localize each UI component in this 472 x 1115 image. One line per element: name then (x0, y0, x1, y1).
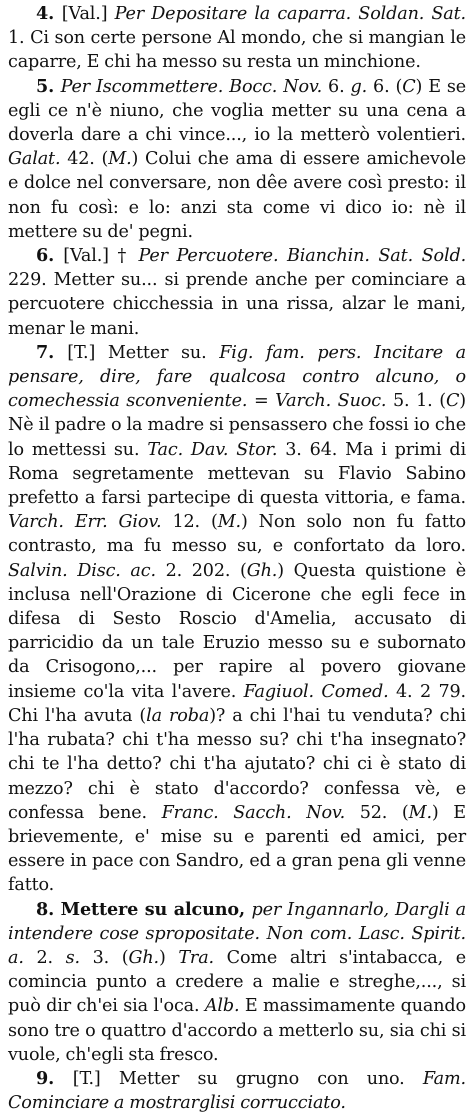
italic-text: Per Depositare la caparra. Soldan. Sat. (114, 4, 466, 24)
body-text: Come altri s'intabacca, e comincia punto a credere a malie e streghe,..., si può dir ch'ei sia l'oca. (8, 947, 466, 1017)
italic-text: Fam. Cominciare a mostrarglisi corrucciato. (8, 1068, 466, 1114)
entry-7 (8, 341, 466, 898)
italic-text: Franc. Sacch. Nov. (161, 802, 346, 823)
body-text: [Val.] (61, 4, 115, 24)
italic-text: Gh. (128, 947, 159, 968)
body-text: 3. 64. Ma i primi di Roma segretamente mettevan su Flavio Sabino prefetto a farsi partecipe di questa vittoria, e fama. (8, 439, 466, 509)
italic-text: Salvin. Disc. ac. (8, 560, 156, 581)
body-text: )? a chi l'hai tu venduta? chi l'ha rubata? chi t'ha messo su? chi t'ha insegnato? chi te l'ha detto? chi t'ha ajutato? chi ci è stato di mezzo? chi è stato d'accordo? confessa vè, e confessa bene. (8, 705, 467, 823)
body-text: ) E brievemente, e' mise su e parenti ed amici, per essere in pace con Sandro, ed a gran pena gli venne fatto. (8, 802, 466, 896)
body-text: 229. Metter su... si prende anche per cominciare a percuotere chicchessia in una rissa, alzar le mani, menar le mani. (8, 270, 466, 339)
italic-text: Varch. Err. Giov. (8, 512, 162, 533)
entry-number: 5. (36, 75, 61, 97)
entry-number: 7. (36, 341, 68, 363)
italic-text: Gh. (246, 560, 278, 581)
italic-text: g. (350, 76, 368, 97)
entry-9 (8, 1067, 466, 1115)
entry-number: 6. (36, 245, 64, 267)
body-text: 2. 202. ( (155, 560, 247, 581)
body-text: 4. 2 79. Chi l'ha avuta ( (8, 681, 466, 726)
italic-text: la roba (146, 705, 210, 726)
italic-text: C (402, 76, 416, 97)
body-text: [T.] Metter su grugno con uno. (72, 1068, 423, 1089)
body-text: 42. ( (60, 149, 109, 170)
body-text: 6. (322, 76, 351, 97)
body-text: ) (158, 947, 179, 968)
italic-text: C (445, 391, 460, 412)
italic-text: M. (408, 802, 432, 823)
italic-text: M. (217, 512, 241, 533)
body-text: 6. ( (367, 76, 403, 97)
italic-text: Tac. Dav. Stor. (147, 439, 278, 460)
entry-5 (8, 75, 466, 244)
body-text: = (247, 391, 276, 412)
italic-text: M. (108, 149, 132, 170)
italic-text: Per Iscommettere. Bocc. Nov. (60, 76, 323, 97)
body-text: [Val.] † (63, 246, 139, 267)
body-text: [T.] Metter su. (67, 342, 220, 363)
entry-number: 8. Mettere su alcuno, (36, 898, 252, 920)
body-text: ) Nè il padre o la madre si pensassero che fossi io che lo mettessi su. (8, 391, 467, 460)
entry-4 (8, 2, 466, 75)
entry-number: 4. (36, 3, 62, 24)
entry-6 (8, 244, 466, 341)
italic-text: Fig. fam. pers. Incitare a pensare, dire, fare qualcosa contro alcuno, o comechessia sconveniente. (8, 342, 466, 412)
italic-text: Galat. (8, 149, 61, 170)
body-text: ) Colui che ama di essere amichevole e dolce nel conversare, non dêe avere così presto: il non fu così: e lo: anzi sta come vi dico io: nè il mettere su de' pegni. (8, 149, 466, 242)
body-text: 3. ( (79, 947, 129, 968)
body-text: E massimamente quando sono tre o quattro d'accordo a metterlo su, sia chi si vuole, ch'egli sta fresco. (8, 996, 466, 1065)
italic-text: Fagiuol. Comed. (243, 681, 389, 702)
italic-text: s. (65, 947, 80, 968)
body-text: 5. 1. ( (386, 391, 446, 412)
italic-text: Per Percuotere. Bianchin. Sat. Sold. (138, 246, 467, 267)
italic-text: per Ingannarlo, Dargli a intendere cose spropositate. Non com. Lasc. Spirit. a. (8, 899, 466, 968)
body-text: ) Questa quistione è inclusa nell'Orazione di Cicerone che egli fece in difesa di Sesto Roscio d'Amelia, accusato di parricidio da un tale Eruzio messo su e subornato da Crisogono,... per rapire al povero giovane insieme co'la vita l'avere. (8, 560, 467, 702)
body-text: ) Non solo non fu fatto contrasto, ma fu messo su, e confortato da loro. (8, 512, 466, 557)
italic-text: Tra. (178, 947, 214, 968)
body-text: 12. ( (161, 512, 218, 533)
entry-number: 9. (36, 1067, 73, 1089)
entry-8 (8, 898, 466, 1067)
italic-text: Varch. Suoc. (275, 391, 387, 412)
italic-text: Alb. (204, 996, 240, 1017)
body-text: 1. Ci son certe persone Al mondo, che si mangian le caparre, E chi ha messo su resta un minchione. (8, 28, 466, 73)
body-text: ) E se egli ce n'è niuno, che voglia metter su una cena a doverla dare a chi vince..., io la metterò volentieri. (8, 76, 467, 146)
body-text: 52. ( (345, 802, 409, 823)
body-text: 2. (23, 947, 66, 968)
